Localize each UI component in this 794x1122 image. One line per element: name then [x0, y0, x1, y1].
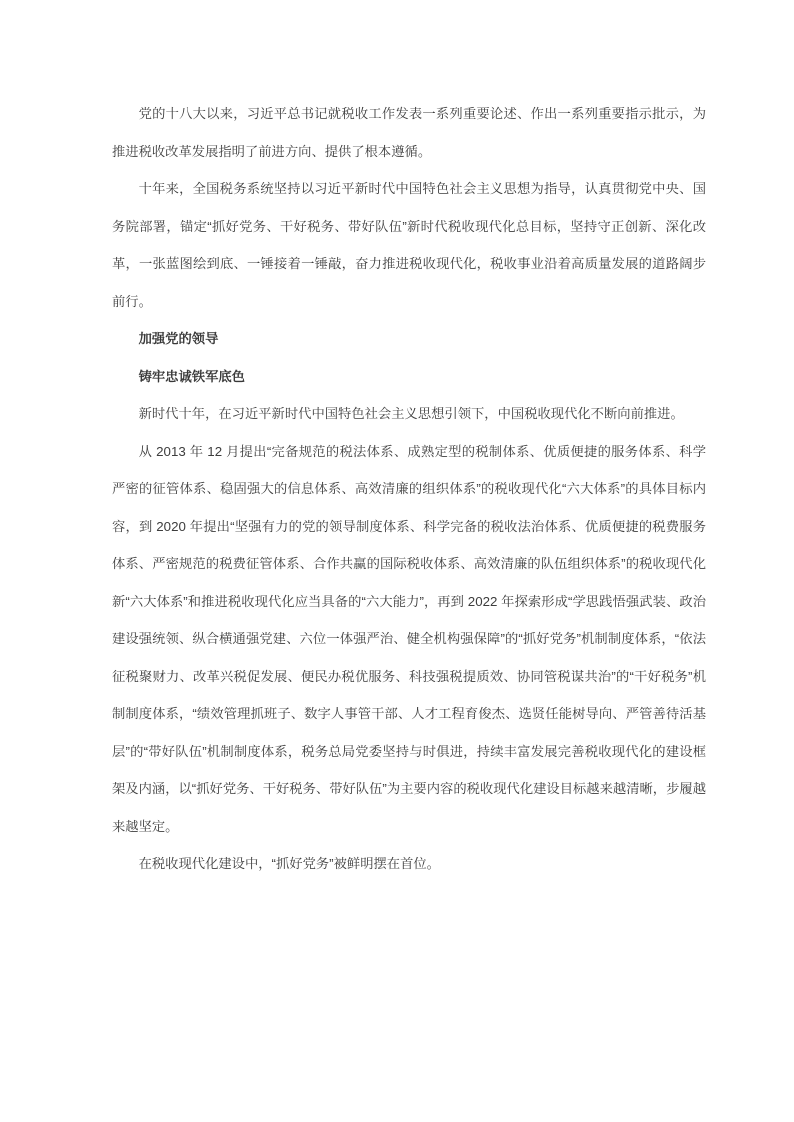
paragraph-party-affairs-first: 在税收现代化建设中，“抓好党务”被鲜明摆在首位。	[138, 856, 440, 871]
paragraph-modernization-systems: 从 2013 年 12 月提出“完备规范的税法体系、成熟定型的税制体系、优质便捷的服务体系、科学严密的征管体系、稳固强大的信息体系、高效清廉的组织体系”的税收现代化“六大体系”的具体目标内容，到 2020 年提出“坚强有力的党的领导制度体系、科学完备的税收法治体系、优质便捷的税费服务体系、严密规范的税费征管体系、合作共赢的国际税收体系、高效清廉的队伍组织体系”的税收现代化新“六大体系”和推进税收现代化应当具备的“六大能力”，再到 2022 年探索形成“学思践悟强武装、政治建设强统领、纵合横通强党建、六位一体强严治、健全机构强保障”的“抓好党务”机制制度体系，“依法征税聚财力、改革兴税促发展、便民办税优服务、科技强税提质效、协同管税谋共治”的“干好税务”机制制度体系，“绩效管理抓班子、数字人事管干部、人才工程育俊杰、选贤任能树导向、严管善待活基层”的“带好队伍”机制制度体系，税务总局党委坚持与时俱进，持续丰富发展完善税收现代化的建设框架及内涵，以“抓好党务、干好税务、带好队伍”为主要内容的税收现代化建设目标越来越清晰，步履越来越坚定。	[112, 443, 706, 834]
paragraph-intro-18th-congress: 党的十八大以来，习近平总书记就税收工作发表一系列重要论述、作出一系列重要指示批示，为推进税收改革发展指明了前进方向、提供了根本遵循。	[112, 106, 706, 159]
document-body	[112, 95, 706, 883]
section-heading-loyal-iron-army: 铸牢忠诚铁军底色	[138, 368, 245, 384]
section-heading-party-leadership: 加强党的领导	[138, 331, 219, 346]
paragraph-new-era-decade: 新时代十年，在习近平新时代中国特色社会主义思想引领下，中国税收现代化不断向前推进。	[138, 406, 684, 421]
paragraph-ten-years: 十年来，全国税务系统坚持以习近平新时代中国特色社会主义思想为指导，认真贯彻党中央、国务院部署，锚定“抓好党务、干好税务、带好队伍”新时代税收现代化总目标，坚持守正创新、深化改革，一张蓝图绘到底、一锤接着一锤敲，奋力推进税收现代化，税收事业沿着高质量发展的道路阔步前行。	[112, 181, 706, 309]
